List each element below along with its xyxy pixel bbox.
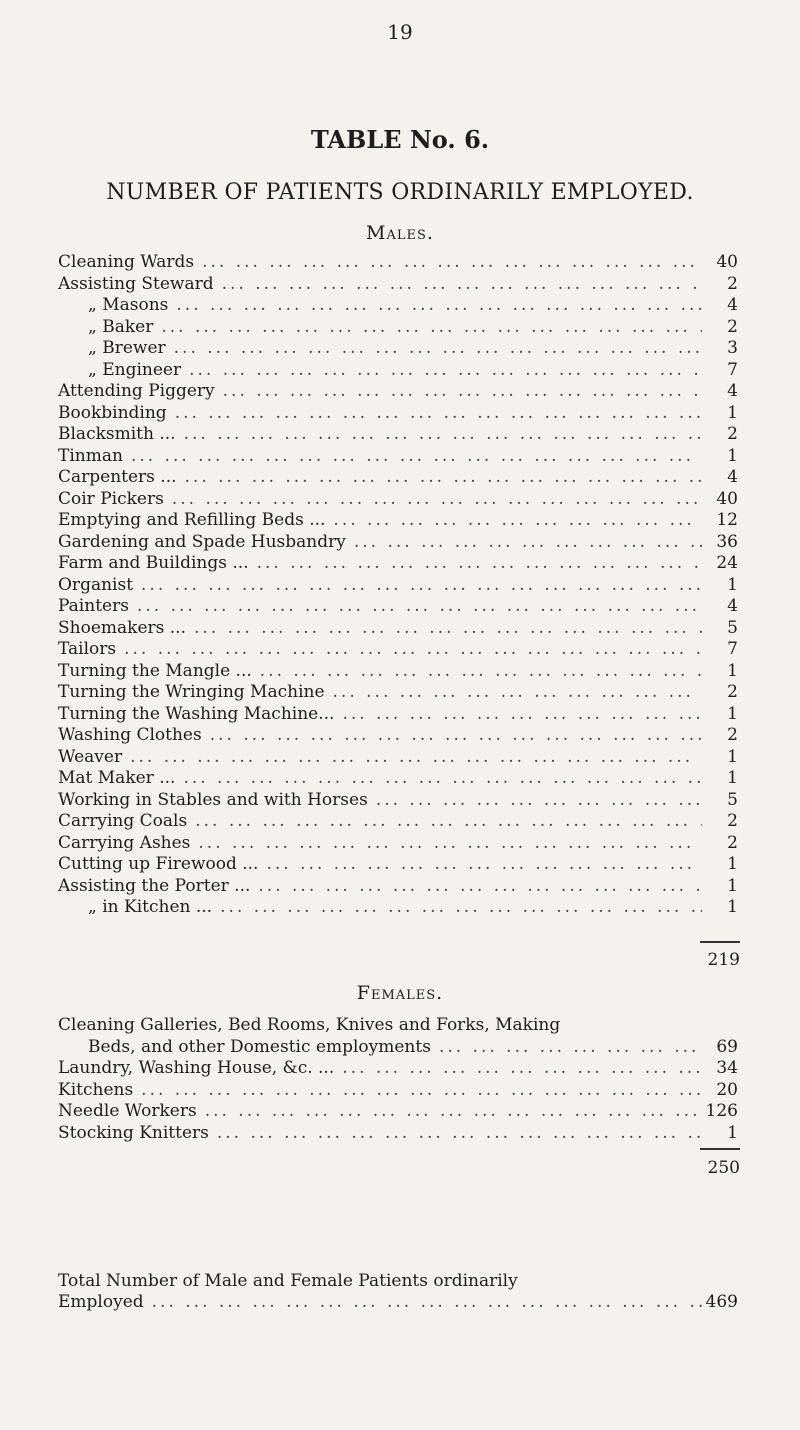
table-row: Gardening and Spade Husbandry ... . 36 (58, 532, 738, 554)
table-row: Bookbinding ... . 1 (58, 403, 738, 425)
table-row: Mat Maker ... ... . 1 (58, 768, 738, 790)
table-row: Attending Piggery ... . 4 (58, 381, 738, 403)
table-row: Tailors ... . 7 (58, 639, 738, 661)
table-row: Beds, and other Domestic employments ... . 69 (58, 1037, 738, 1059)
table-row: Weaver ... . 1 (58, 747, 738, 769)
males-total-rule (700, 941, 740, 943)
document-heading: NUMBER OF PATIENTS ORDINARILY EMPLOYED. (106, 180, 694, 205)
table-row: „ Brewer ... . 3 (58, 338, 738, 360)
males-total: 219 (707, 950, 740, 970)
grand-total-row: Employed ... . 469 (58, 1292, 738, 1314)
table-row: Assisting the Porter ... ... . 1 (58, 876, 738, 898)
page-number: 19 (387, 20, 413, 44)
table-row: Organist ... . 1 (58, 575, 738, 597)
table-row: „ in Kitchen ... ... . 1 (58, 897, 738, 919)
table-row: Cutting up Firewood ... ... . 1 (58, 854, 738, 876)
table-row: Carrying Coals ... . 2 (58, 811, 738, 833)
table-row: Carpenters ... ... . 4 (58, 467, 738, 489)
females-section-title: Females. (356, 982, 444, 1004)
table-row: Shoemakers ... ... . 5 (58, 618, 738, 640)
table-row: Kitchens ... . 20 (58, 1080, 738, 1102)
table-row: Working in Stables and with Horses ... . 5 (58, 790, 738, 812)
grand-total (58, 1270, 738, 1314)
table-row: Emptying and Refilling Beds ... ... . 12 (58, 510, 738, 532)
table-row: Farm and Buildings ... ... . 24 (58, 553, 738, 575)
table-row: Turning the Wringing Machine ... . 2 (58, 682, 738, 704)
females-total-rule (700, 1148, 740, 1150)
table-row: Painters ... . 4 (58, 596, 738, 618)
males-table (58, 252, 738, 919)
table-row: Coir Pickers ... . 40 (58, 489, 738, 511)
table-row: Turning the Mangle ... ... . 1 (58, 661, 738, 683)
table-title: TABLE No. 6. (310, 125, 490, 154)
table-row: Blacksmith ... ... . 2 (58, 424, 738, 446)
table-row: Washing Clothes ... . 2 (58, 725, 738, 747)
table-row: Tinman ... . 1 (58, 446, 738, 468)
table-row: Cleaning Wards ... . 40 (58, 252, 738, 274)
table-row: Carrying Ashes ... . 2 (58, 833, 738, 855)
grand-total-value: 469 (705, 1292, 738, 1312)
table-row: „ Engineer ... . 7 (58, 360, 738, 382)
table-row-line1: Cleaning Galleries, Bed Rooms, Knives and Forks, Making (58, 1015, 561, 1035)
table-row: „ Masons ... . 4 (58, 295, 738, 317)
table-row: Turning the Washing Machine... ... . 1 (58, 704, 738, 726)
males-section-title: Males. (366, 222, 434, 244)
females-table (58, 1015, 738, 1144)
table-row: Stocking Knitters ... . 1 (58, 1123, 738, 1145)
table-row: Needle Workers ... . 126 (58, 1101, 738, 1123)
table-row: Laundry, Washing House, &c. ... ... . 34 (58, 1058, 738, 1080)
table-row: Assisting Steward ... . 2 (58, 274, 738, 296)
table-row: „ Baker ... . 2 (58, 317, 738, 339)
females-total: 250 (707, 1158, 740, 1178)
grand-total-label-line1: Total Number of Male and Female Patients ordinarily (58, 1271, 518, 1291)
